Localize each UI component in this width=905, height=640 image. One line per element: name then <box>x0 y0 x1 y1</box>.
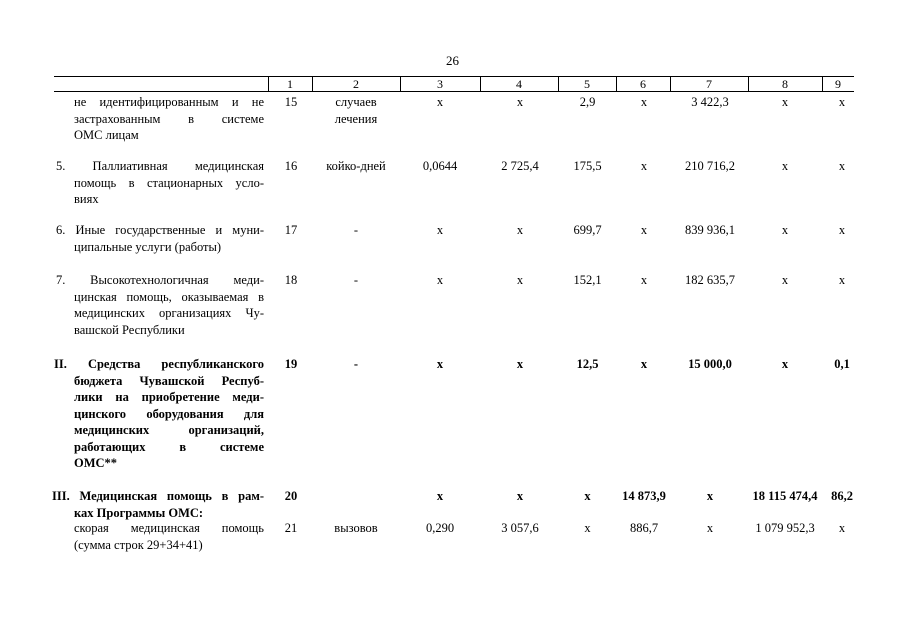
row-name-line: ках Программы ОМС: <box>74 505 204 520</box>
table-row <box>0 520 905 554</box>
cell-col-8: 1 079 952,3 <box>755 521 815 535</box>
cell-col-8: х <box>781 273 789 287</box>
table-row <box>0 488 905 522</box>
cell-col-3: х <box>436 489 444 503</box>
row-line-number: 20 <box>284 489 298 503</box>
cell-col-6: х <box>640 223 648 237</box>
cell-col-4: х <box>516 223 524 237</box>
row-name-line: ципальные услуги (работы) <box>74 239 222 254</box>
row-name-line: ОМС** <box>74 456 118 470</box>
cell-col-4: 2 725,4 <box>501 159 539 173</box>
cell-col-8: х <box>781 159 789 173</box>
row-unit: - <box>353 223 359 237</box>
cell-col-6: 14 873,9 <box>622 489 666 503</box>
row-name-line: застрахованным в системе <box>74 111 264 126</box>
cell-col-9: х <box>838 223 846 237</box>
cell-col-3: х <box>436 223 444 237</box>
cell-col-7: 15 000,0 <box>688 357 732 371</box>
row-name <box>74 520 264 553</box>
row-unit: - <box>353 273 359 287</box>
row-name <box>52 488 264 521</box>
cell-col-4: х <box>516 357 524 371</box>
row-line-number: 17 <box>284 223 298 237</box>
cell-col-9: х <box>838 521 846 535</box>
cell-col-4: х <box>516 273 524 287</box>
row-unit: вызовов <box>334 521 378 535</box>
cell-col-6: х <box>640 273 648 287</box>
row-name-line: медицинских организациях Чу- <box>74 306 264 320</box>
row-name-line: помощь в стационарных усло- <box>74 175 264 190</box>
table-row <box>0 158 905 214</box>
cell-col-3: 0,0644 <box>422 159 458 173</box>
table-header-bottom-rule <box>54 91 854 92</box>
cell-col-9: 86,2 <box>831 489 853 503</box>
cell-col-3: х <box>436 95 444 109</box>
cell-col-6: 886,7 <box>629 521 659 535</box>
row-name <box>56 272 264 338</box>
row-name-line: 7. Высокотехнологичная меди- <box>56 273 264 287</box>
table-row <box>0 272 905 344</box>
header-col-7: 7 <box>706 77 712 91</box>
cell-col-7: 3 422,3 <box>691 95 729 109</box>
cell-col-5: 152,1 <box>573 273 602 287</box>
row-name-line: вашской Республики <box>74 322 185 337</box>
row-name-line: скорая медицинская помощь <box>74 521 264 535</box>
cell-col-4: х <box>516 489 524 503</box>
header-col-2: 2 <box>353 77 359 91</box>
cell-col-7: 839 936,1 <box>685 223 735 237</box>
header-col-9: 9 <box>835 77 841 91</box>
row-name-line: бюджета Чувашской Респуб- <box>74 373 264 388</box>
cell-col-7: 210 716,2 <box>685 159 735 173</box>
header-col-1: 1 <box>287 77 293 91</box>
cell-col-5: 699,7 <box>573 223 602 237</box>
row-unit: - <box>353 357 359 371</box>
row-name <box>54 356 264 472</box>
table-row <box>0 356 905 476</box>
row-line-number: 16 <box>284 159 298 173</box>
row-name-line: II. Средства республиканского <box>54 357 264 371</box>
cell-col-8: х <box>781 223 789 237</box>
row-line-number: 21 <box>284 521 298 535</box>
row-name-line: (сумма строк 29+34+41) <box>74 537 203 552</box>
row-name <box>74 94 264 144</box>
header-col-8: 8 <box>782 77 788 91</box>
cell-col-9: х <box>838 159 846 173</box>
cell-col-9: х <box>838 273 846 287</box>
cell-col-8: х <box>781 357 789 371</box>
row-name-line: работающих в системе <box>74 439 264 454</box>
row-name-line: цинская помощь, оказываемая в <box>74 289 264 304</box>
header-col-6: 6 <box>640 77 646 91</box>
cell-col-4: х <box>516 95 524 109</box>
header-col-4: 4 <box>516 77 522 91</box>
row-name-line: лики на приобретение меди- <box>74 390 264 404</box>
table-row <box>0 94 905 154</box>
cell-col-6: х <box>640 357 648 371</box>
header-col-5: 5 <box>584 77 590 91</box>
cell-col-7: 182 635,7 <box>685 273 735 287</box>
row-line-number: 18 <box>284 273 298 287</box>
cell-col-5: 175,5 <box>573 159 602 173</box>
row-name-line: 5. Паллиативная медицинская <box>56 159 264 173</box>
row-line-number: 19 <box>284 357 298 371</box>
row-name-line: III. Медицинская помощь в рам- <box>52 489 264 503</box>
row-unit: койко-дней <box>326 159 386 173</box>
table-row <box>0 222 905 262</box>
row-name-line: цинского оборудования для <box>74 406 264 421</box>
cell-col-5: х <box>584 489 591 503</box>
cell-col-6: х <box>640 95 648 109</box>
row-name <box>56 158 264 208</box>
cell-col-9: 0,1 <box>834 357 850 371</box>
cell-col-8: 18 115 474,4 <box>752 489 818 503</box>
cell-col-5: 12,5 <box>576 357 599 371</box>
row-name <box>56 222 264 255</box>
row-name-line: медицинских организаций, <box>74 423 264 437</box>
row-line-number: 15 <box>284 95 298 109</box>
cell-col-5: х <box>584 521 591 535</box>
cell-col-7: х <box>706 489 714 503</box>
cell-col-4: 3 057,6 <box>501 521 539 535</box>
cell-col-3: х <box>436 273 444 287</box>
cell-col-3: х <box>436 357 444 371</box>
row-name-line: не идентифицированным и не <box>74 95 264 109</box>
cell-col-6: х <box>640 159 648 173</box>
row-unit: случаев лечения <box>334 95 378 126</box>
row-name-line: ОМС лицам <box>74 128 139 142</box>
page-number: 26 <box>446 53 459 68</box>
cell-col-8: х <box>781 95 789 109</box>
cell-col-7: х <box>706 521 714 535</box>
cell-col-5: 2,9 <box>579 95 596 109</box>
row-name-line: виях <box>74 192 99 206</box>
row-name-line: 6. Иные государственные и муни- <box>56 223 264 237</box>
cell-col-3: 0,290 <box>425 521 455 535</box>
header-col-3: 3 <box>437 77 443 91</box>
cell-col-9: х <box>838 95 846 109</box>
